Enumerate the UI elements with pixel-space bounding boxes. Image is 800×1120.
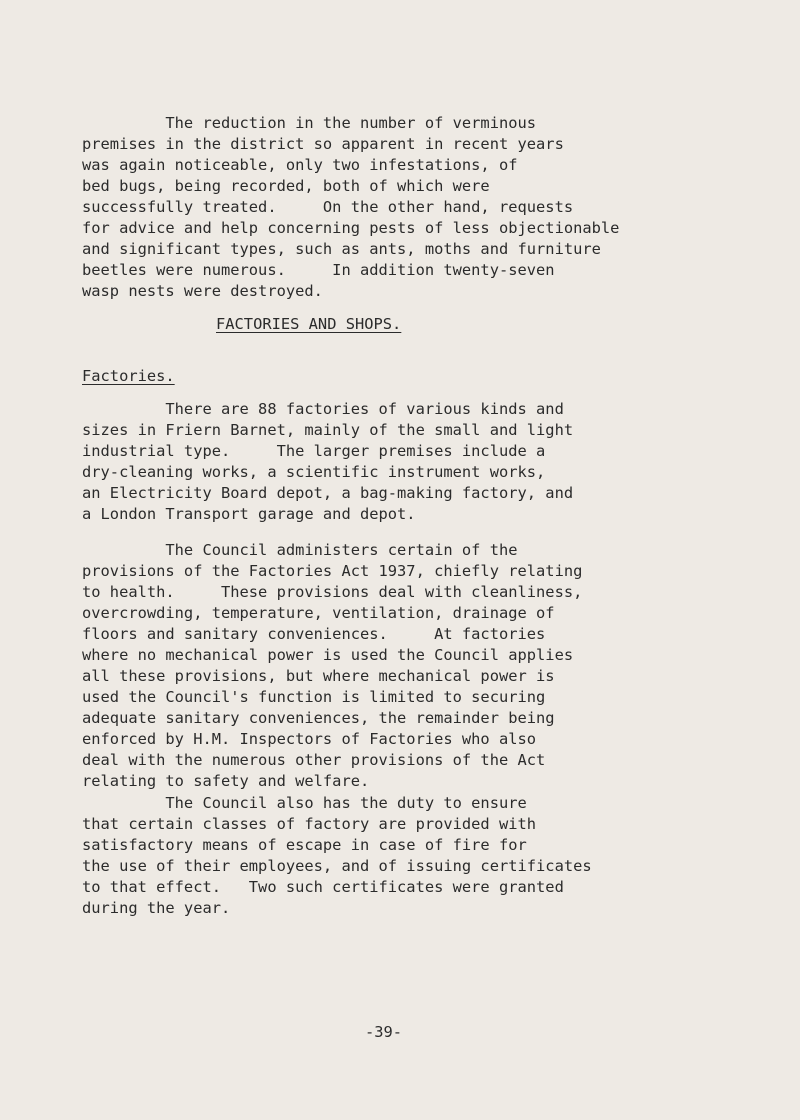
page-number: -39-: [365, 1023, 403, 1041]
text-line: and significant types, such as ants, moths and furniture: [82, 240, 601, 258]
text-line: was again noticeable, only two infestations, of: [82, 156, 518, 174]
text-line: premises in the district so apparent in recent years: [82, 135, 564, 153]
text-line: where no mechanical power is used the Council applies: [82, 646, 574, 664]
text-line: all these provisions, but where mechanical power is: [82, 667, 555, 685]
text-line: The Council administers certain of the: [82, 541, 518, 559]
section-heading: FACTORIES AND SHOPS.: [216, 315, 402, 333]
text-line: wasp nests were destroyed.: [82, 282, 323, 300]
text-line: There are 88 factories of various kinds and: [82, 400, 564, 418]
paragraph-fire-escape: [82, 793, 682, 919]
text-line: to health. These provisions deal with cleanliness,: [82, 583, 583, 601]
text-line: an Electricity Board depot, a bag-making factory, and: [82, 484, 574, 502]
text-line: that certain classes of factory are provided with: [82, 815, 537, 833]
text-line: for advice and help concerning pests of less objectionable: [82, 219, 620, 237]
text-line: sizes in Friern Barnet, mainly of the small and light: [82, 421, 574, 439]
text-line: enforced by H.M. Inspectors of Factories who also: [82, 730, 537, 748]
text-line: deal with the numerous other provisions of the Act: [82, 751, 546, 769]
paragraph-verminous-premises: [82, 113, 682, 302]
text-line: floors and sanitary conveniences. At factories: [82, 625, 546, 643]
text-line: the use of their employees, and of issuing certificates: [82, 857, 592, 875]
text-line: adequate sanitary conveniences, the remainder being: [82, 709, 555, 727]
text-line: dry-cleaning works, a scientific instrument works,: [82, 463, 546, 481]
text-line: bed bugs, being recorded, both of which were: [82, 177, 490, 195]
text-line: a London Transport garage and depot.: [82, 505, 416, 523]
text-line: beetles were numerous. In addition twenty-seven: [82, 261, 555, 279]
text-line: The Council also has the duty to ensure: [82, 794, 527, 812]
paragraph-factories-act: [82, 540, 682, 792]
text-line: during the year.: [82, 899, 231, 917]
text-line: successfully treated. On the other hand, requests: [82, 198, 574, 216]
text-line: satisfactory means of escape in case of fire for: [82, 836, 527, 854]
text-line: to that effect. Two such certificates were granted: [82, 878, 564, 896]
text-line: overcrowding, temperature, ventilation, drainage of: [82, 604, 555, 622]
text-line: relating to safety and welfare.: [82, 772, 370, 790]
text-line: provisions of the Factories Act 1937, chiefly relating: [82, 562, 583, 580]
paragraph-factories-count: [82, 399, 682, 525]
text-line: industrial type. The larger premises include a: [82, 442, 546, 460]
text-line: used the Council's function is limited to securing: [82, 688, 546, 706]
subsection-heading: Factories.: [82, 367, 175, 385]
text-line: The reduction in the number of verminous: [82, 114, 537, 132]
